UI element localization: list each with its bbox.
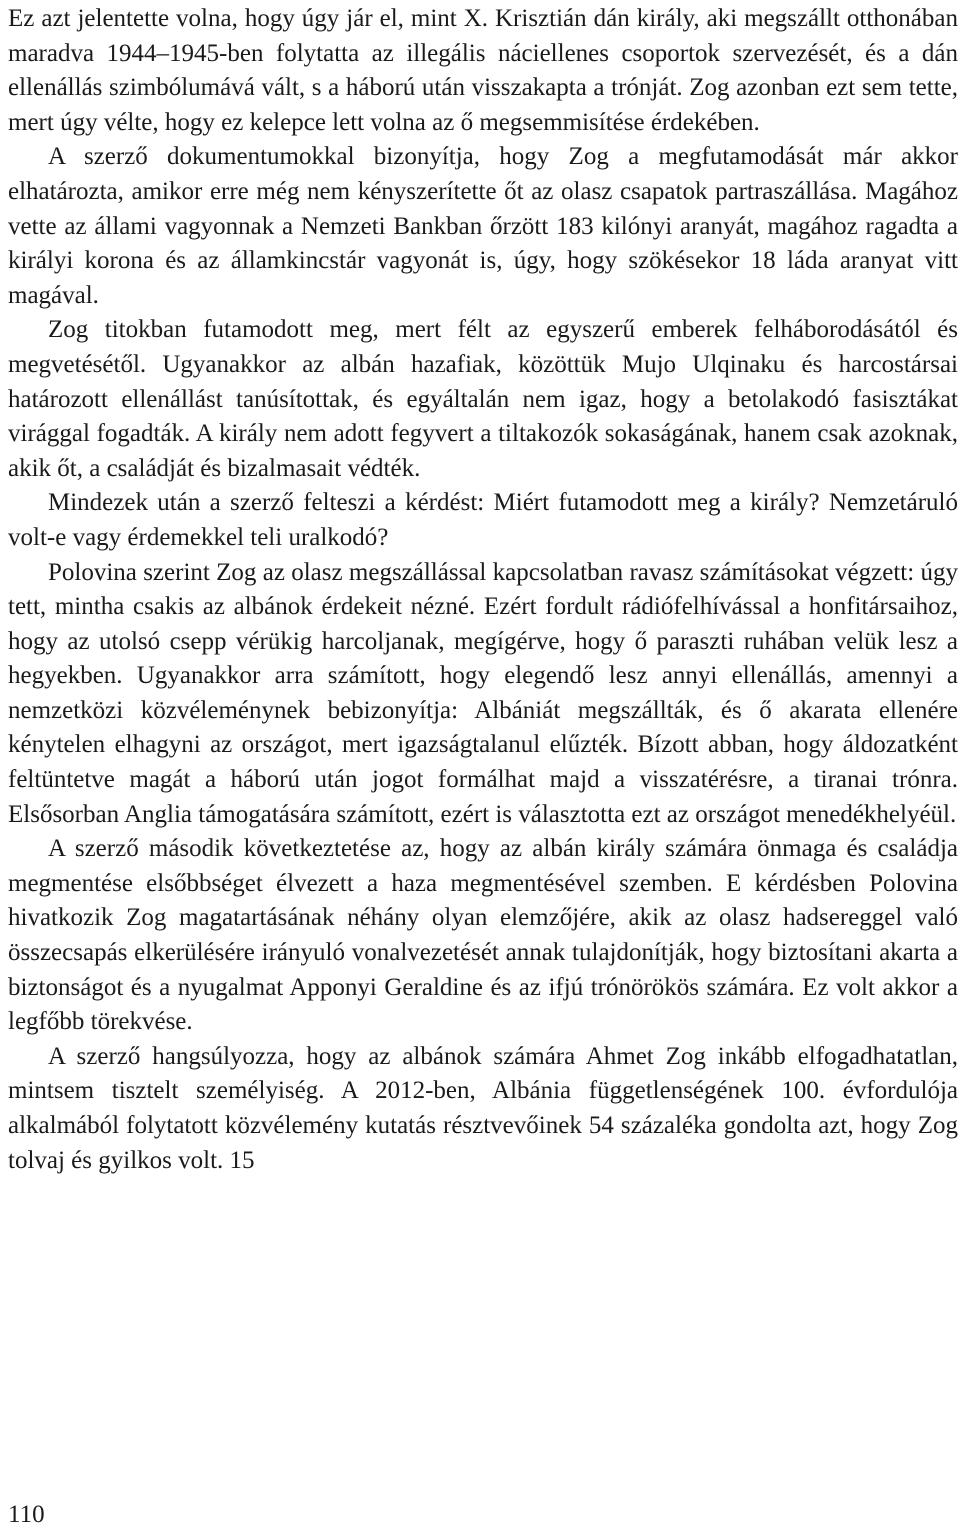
paragraph: A szerző második következtetése az, hogy az albán király számára önmaga és családja megmentése elsőbbséget élvezett a haza megmentésével szemben. E kérdésben Polovina hivatkozik Zog magatartásának néhány olyan elemzőjére, akik az olasz hadsereggel való összecsapás elkerülésére irányuló vonalvezetését annak tulajdonítják, hogy biztosítani akarta a biztonságot és a nyugalmat Apponyi Geraldine és az ifjú trónörökös számára. Ez volt akkor a legfőbb törekvése.: [8, 835, 958, 1036]
paragraph: Polovina szerint Zog az olasz megszállással kapcsolatban ravasz számításokat végzett: úgy tett, mintha csakis az albánok érdekeit nézné. Ezért fordult rádiófelhívással a honfitársaihoz, hogy az utolsó csepp vérükig harcoljanak, megígérve, hogy ő paraszti ruhában velük lesz a hegyekben. Ugyanakkor arra számított, hogy elegendő lesz annyi ellenállás, amennyi a nemzetközi közvéleménynek bebizonyítja: Albániát megszállták, és ő akarata ellenére kénytelen elhagyni az országot, mert igazságtalanul elűzték. Bízott abban, hogy áldozatként feltüntetve magát a háború után jogot formálhat majd a visszatérésre, a tiranai trónra. Elsősorban Anglia támogatására számított, ezért is választotta ezt az országot menedékhelyéül.: [8, 558, 958, 828]
paragraph: A szerző hangsúlyozza, hogy az albánok számára Ahmet Zog inkább elfogadhatatlan, mintsem tisztelt személyiség. A 2012-ben, Albánia függetlenségének 100. évfordulója alkalmából folytatott közvélemény kutatás résztvevőinek 54 százaléka gondolta azt, hogy Zog tolvaj és gyilkos volt. 15: [8, 1042, 958, 1174]
paragraph: A szerző dokumentumokkal bizonyítja, hogy Zog a megfutamodását már akkor elhatározta, amikor erre még nem kényszerítette őt az olasz csapatok partraszállása. Magához vette az állami vagyonnak a Nemzeti Bankban őrzött 183 kilónyi aranyát, magához ragadta a királyi korona és az államkincstár vagyonát is, úgy, hogy szökésekor 18 láda aranyat vitt magával.: [8, 143, 958, 309]
page-number: 110: [8, 1501, 45, 1528]
paragraph: Ez azt jelentette volna, hogy úgy jár el, mint X. Krisztián dán király, aki megszállt otthonában maradva 1944–1945-ben folytatta az illegális náciellenes csoportok szervezését, és a dán ellenállás szimbólumává vált, s a háború után visszakapta a trónját. Zog azonban ezt sem tette, mert úgy vélte, hogy ez kelepce lett volna az ő megsemmisítése érdekében.: [8, 5, 958, 136]
paragraph: Zog titokban futamodott meg, mert félt az egyszerű emberek felháborodásától és megvetésétől. Ugyanakkor az albán hazafiak, közöttük Mujo Ulqinaku és harcostársai határozott ellenállást tanúsítottak, és egyáltalán nem igaz, hogy a betolakodó fasisztákat virággal fogadták. A király nem adott fegyvert a tiltakozók sokaságának, hanem csak azoknak, akik őt, a családját és bizalmasait védték.: [8, 316, 958, 482]
page-body: [8, 2, 958, 1178]
paragraph: Mindezek után a szerző felteszi a kérdést: Miért futamodott meg a király? Nemzetáruló volt-e vagy érdemekkel teli uralkodó?: [8, 489, 958, 551]
